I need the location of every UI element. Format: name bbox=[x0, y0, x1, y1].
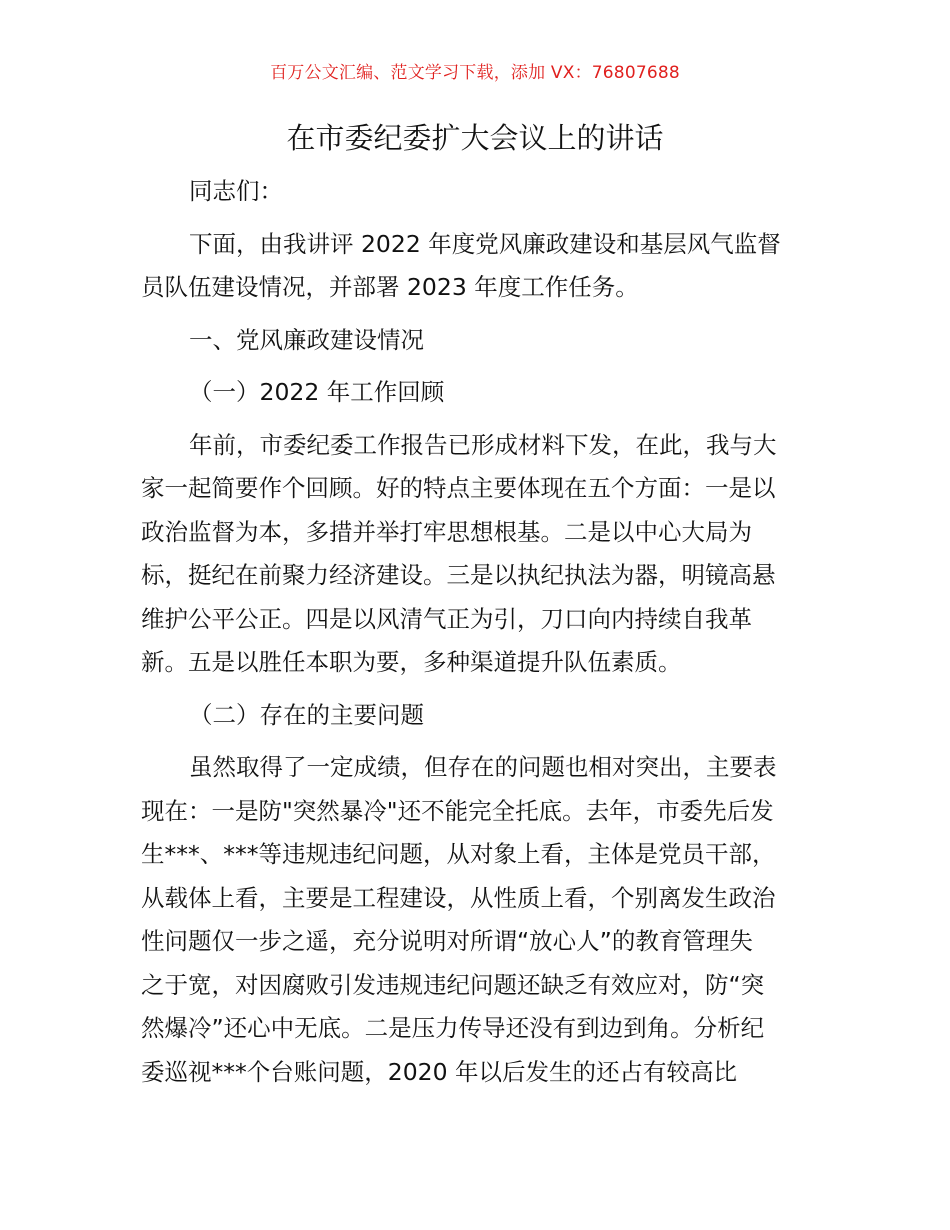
paragraph-line: 从载体上看，主要是工程建设，从性质上看，个别离发生政治 bbox=[141, 883, 776, 912]
paragraph-line: 政治监督为本，多措并举打牢思想根基。二是以中心大局为 bbox=[141, 517, 752, 546]
document-title: 在市委纪委扩大会议上的讲话 bbox=[286, 121, 664, 155]
paragraph-line: 下面，由我讲评 2022 年度党风廉政建设和基层风气监督 bbox=[189, 229, 781, 258]
section-heading: 一、党风廉政建设情况 bbox=[189, 325, 424, 354]
paragraph-line: 年前，市委纪委工作报告已形成材料下发，在此，我与大 bbox=[189, 430, 777, 459]
document-body bbox=[141, 170, 813, 1094]
paragraph-line: 之于宽，对因腐败引发违规违纪问题还缺乏有效应对，防“突 bbox=[141, 970, 765, 999]
watermark-header: 百万公文汇编、范文学习下载，添加 VX：76807688 bbox=[270, 63, 680, 83]
subsection-heading: （二）存在的主要问题 bbox=[189, 700, 424, 729]
paragraph-line: 新。五是以胜任本职为要，多种渠道提升队伍素质。 bbox=[141, 648, 682, 676]
paragraph-line: 生***、***等违规违纪问题，从对象上看，主体是党员干部， bbox=[141, 840, 776, 868]
paragraph-line: 维护公平公正。四是以风清气正为引，刀口向内持续自我革 bbox=[141, 604, 752, 633]
salutation: 同志们： bbox=[189, 177, 283, 205]
paragraph-line: 员队伍建设情况，并部署 2023 年度工作任务。 bbox=[141, 273, 639, 301]
subsection-heading: （一）2022 年工作回顾 bbox=[189, 378, 445, 406]
paragraph-line: 标，挺纪在前聚力经济建设。三是以执纪执法为器，明镜高悬 bbox=[141, 561, 776, 589]
paragraph-line: 委巡视***个台账问题，2020 年以后发生的还占有较高比 bbox=[141, 1057, 738, 1086]
paragraph-line: 现在：一是防"突然暴冷"还不能完全托底。去年，市委先后发 bbox=[141, 796, 774, 825]
paragraph-line: 然爆冷”还心中无底。二是压力传导还没有到边到角。分析纪 bbox=[141, 1014, 765, 1042]
paragraph-line: 性问题仅一步之遥，充分说明对所谓“放心人”的教育管理失 bbox=[141, 927, 753, 955]
paragraph-line: 家一起简要作个回顾。好的特点主要体现在五个方面：一是以 bbox=[141, 474, 776, 502]
paragraph-line: 虽然取得了一定成绩，但存在的问题也相对突出，主要表 bbox=[189, 753, 777, 781]
